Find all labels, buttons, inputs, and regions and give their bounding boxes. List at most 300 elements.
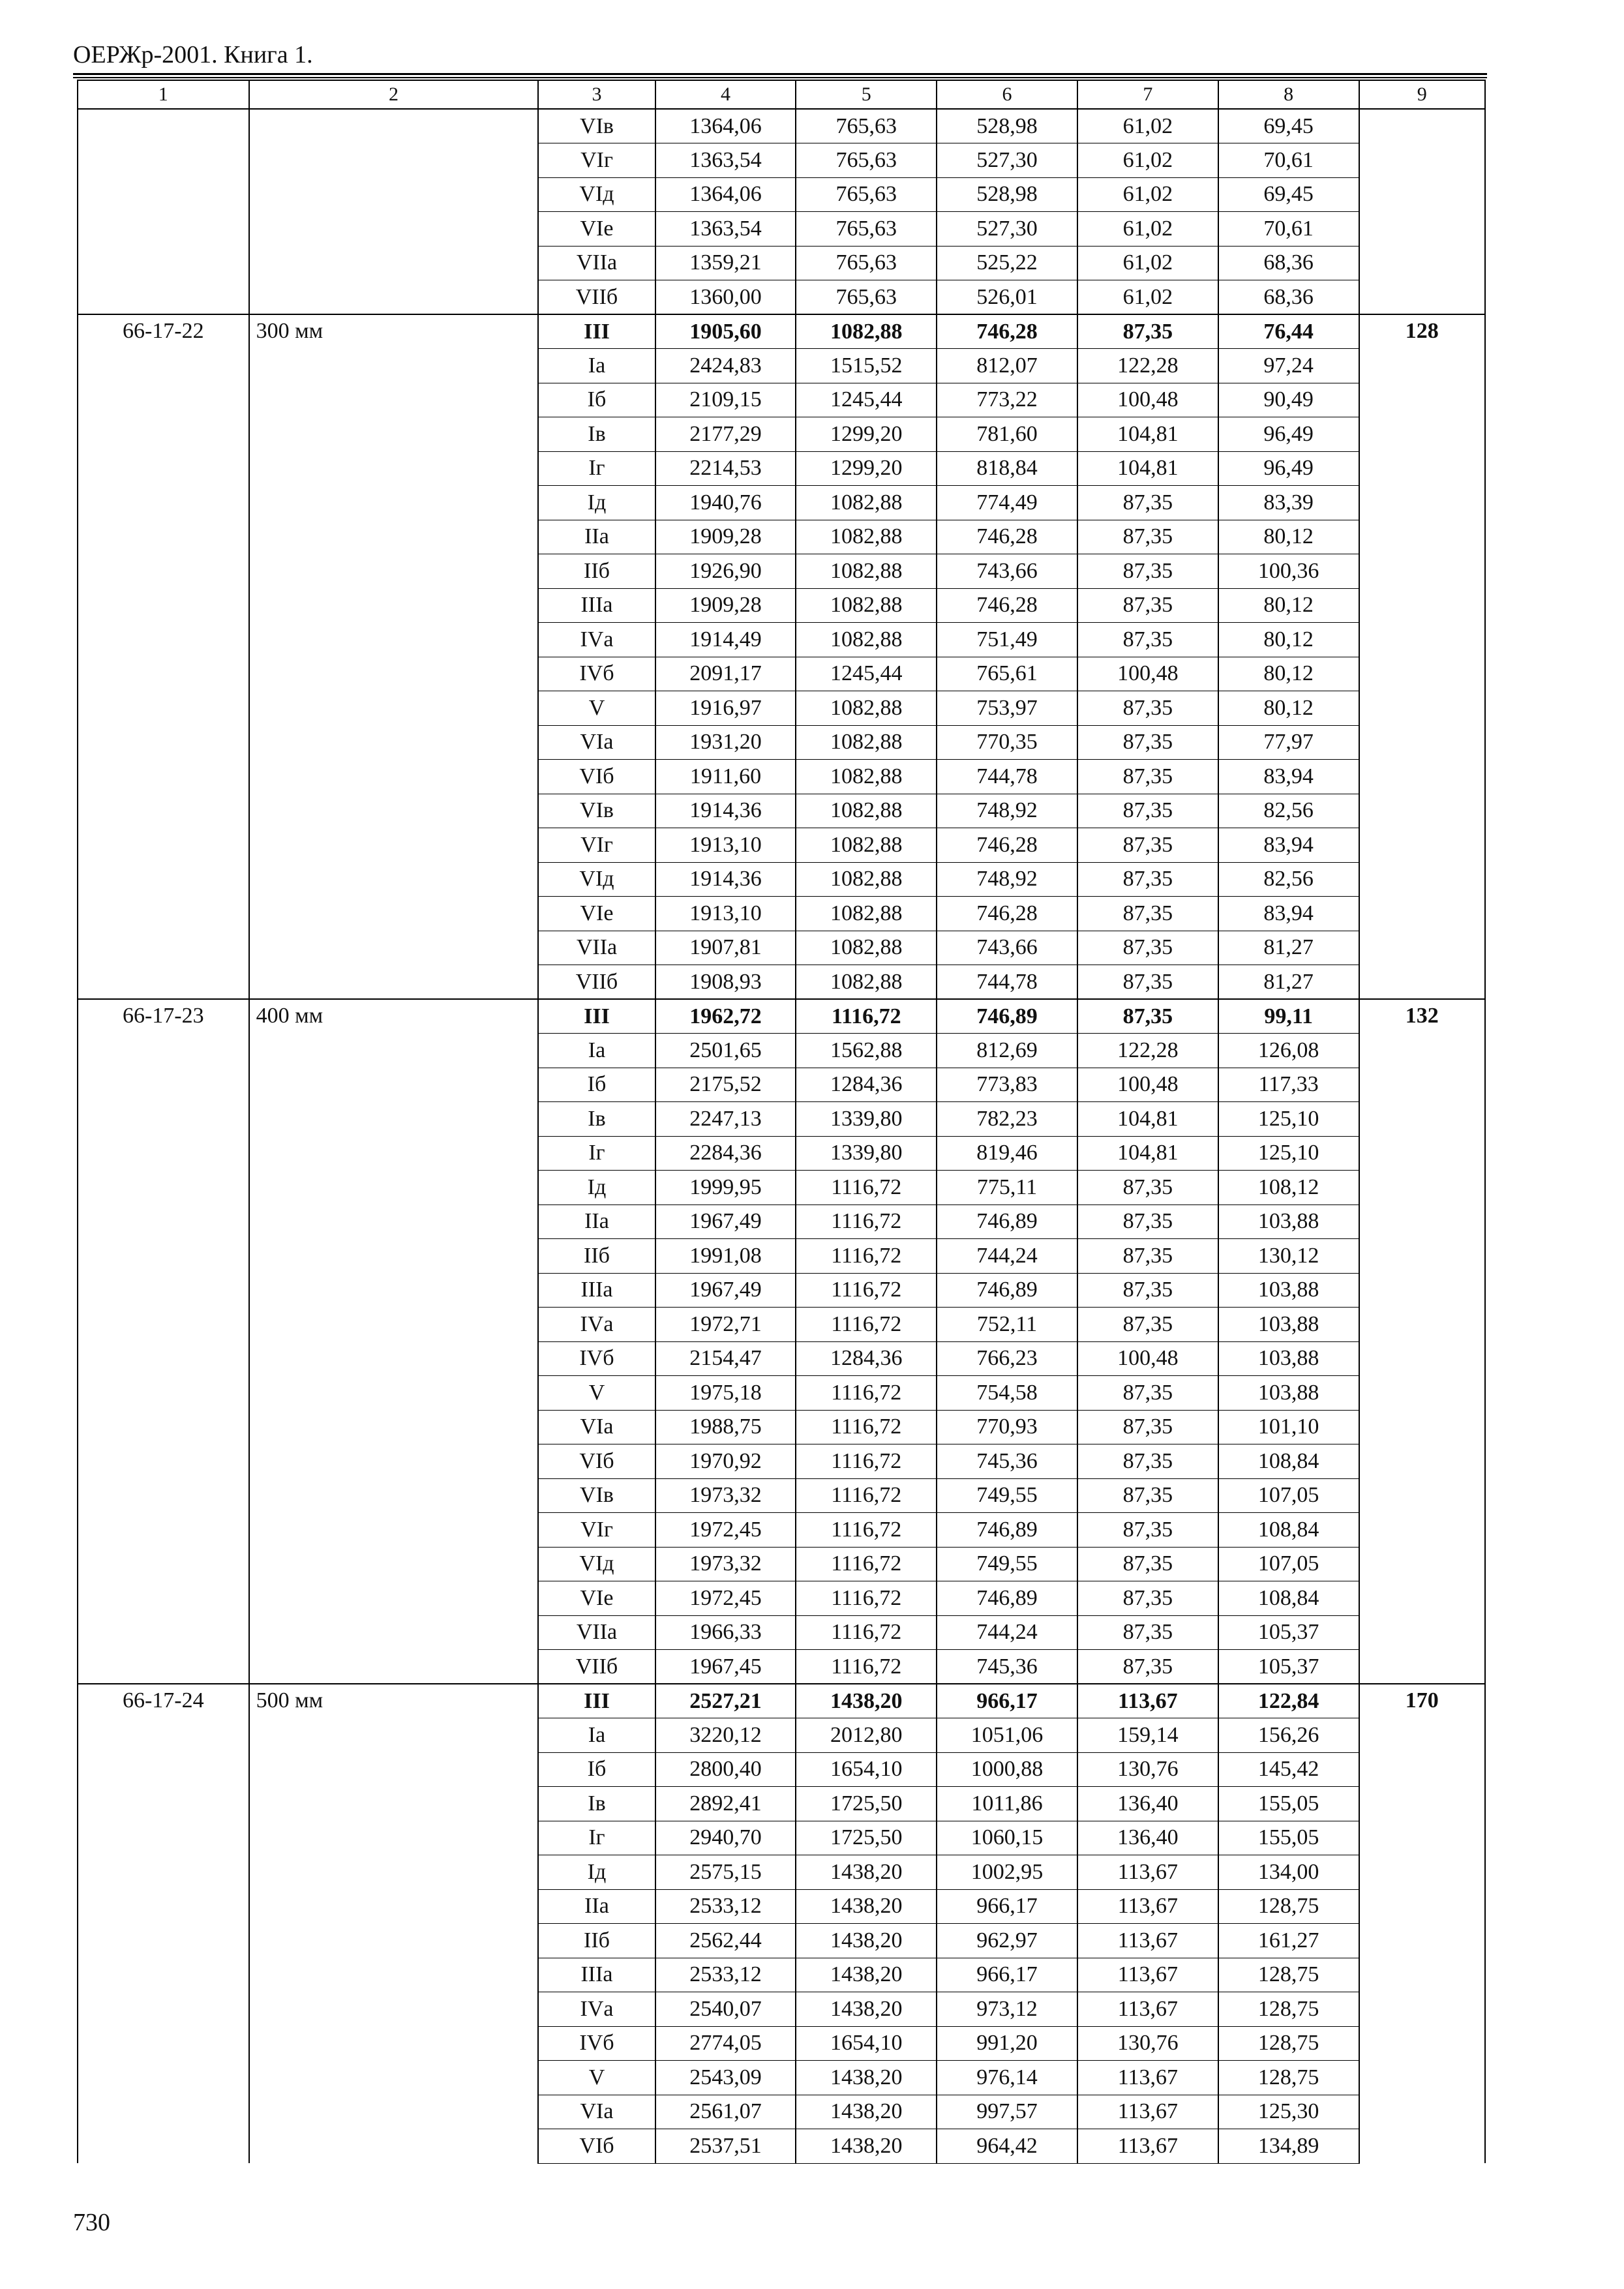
value-cell: 782,23 xyxy=(937,1102,1077,1137)
zone-cell: Iб xyxy=(538,383,655,417)
value-cell: 156,26 xyxy=(1218,1718,1359,1753)
value-cell: 130,76 xyxy=(1077,1752,1218,1787)
value-cell: 113,67 xyxy=(1077,2095,1218,2129)
zone-cell: Iа xyxy=(538,349,655,383)
rate-code xyxy=(78,109,249,314)
value-cell: 1926,90 xyxy=(655,554,796,589)
value-cell: 1284,36 xyxy=(796,1341,937,1376)
value-cell: 108,84 xyxy=(1218,1444,1359,1479)
zone-cell: IVа xyxy=(538,623,655,657)
rate-code: 66-17-22 xyxy=(78,314,249,999)
zone-cell: III xyxy=(538,999,655,1034)
value-cell: 765,63 xyxy=(796,246,937,280)
value-cell: 528,98 xyxy=(937,177,1077,212)
value-cell: 108,84 xyxy=(1218,1513,1359,1548)
value-cell: 87,35 xyxy=(1077,1171,1218,1205)
value-cell: 87,35 xyxy=(1077,1444,1218,1479)
value-cell: 743,66 xyxy=(937,931,1077,965)
value-cell: 1438,20 xyxy=(796,1924,937,1958)
zone-cell: Iг xyxy=(538,451,655,486)
value-cell: 113,67 xyxy=(1077,2129,1218,2164)
zone-cell: IIб xyxy=(538,1239,655,1274)
value-cell: 1654,10 xyxy=(796,2026,937,2061)
header-rule xyxy=(73,77,1487,78)
value-cell: 1914,36 xyxy=(655,862,796,897)
rate-code: 66-17-24 xyxy=(78,1684,249,2163)
value-cell: 966,17 xyxy=(937,1889,1077,1924)
table-row xyxy=(78,999,1485,1034)
value-cell: 68,36 xyxy=(1218,246,1359,280)
value-cell: 1082,88 xyxy=(796,862,937,897)
zone-cell: Iа xyxy=(538,1034,655,1068)
value-cell: 1999,95 xyxy=(655,1171,796,1205)
value-cell: 80,12 xyxy=(1218,588,1359,623)
value-cell: 87,35 xyxy=(1077,1273,1218,1308)
value-cell: 1975,18 xyxy=(655,1376,796,1411)
value-cell: 1082,88 xyxy=(796,588,937,623)
header-rule xyxy=(73,73,1487,75)
value-cell: 161,27 xyxy=(1218,1924,1359,1958)
value-cell: 2540,07 xyxy=(655,1992,796,2027)
column-number: 9 xyxy=(1359,80,1485,109)
value-cell: 1988,75 xyxy=(655,1410,796,1444)
value-cell: 2091,17 xyxy=(655,657,796,691)
value-cell: 2012,80 xyxy=(796,1718,937,1753)
value-cell: 87,35 xyxy=(1077,897,1218,931)
value-cell: 744,24 xyxy=(937,1239,1077,1274)
column-number: 2 xyxy=(249,80,539,109)
zone-cell: Iа xyxy=(538,1718,655,1753)
value-cell: 61,02 xyxy=(1077,143,1218,178)
value-cell: 1011,86 xyxy=(937,1787,1077,1821)
value-cell: 527,30 xyxy=(937,143,1077,178)
value-cell: 765,63 xyxy=(796,177,937,212)
value-cell: 117,33 xyxy=(1218,1068,1359,1102)
value-cell: 113,67 xyxy=(1077,2061,1218,2095)
value-cell: 70,61 xyxy=(1218,212,1359,247)
value-cell: 1082,88 xyxy=(796,794,937,828)
value-cell: 745,36 xyxy=(937,1444,1077,1479)
value-cell: 113,67 xyxy=(1077,1924,1218,1958)
value-cell: 1654,10 xyxy=(796,1752,937,1787)
value-cell: 77,97 xyxy=(1218,725,1359,760)
value-cell: 966,17 xyxy=(937,1958,1077,1992)
value-cell: 87,35 xyxy=(1077,1308,1218,1342)
zone-cell: III xyxy=(538,314,655,349)
value-cell: 2175,52 xyxy=(655,1068,796,1102)
value-cell: 83,94 xyxy=(1218,760,1359,794)
value-cell: 1363,54 xyxy=(655,143,796,178)
value-cell: 746,28 xyxy=(937,520,1077,554)
value-cell: 69,45 xyxy=(1218,109,1359,143)
zone-cell: VIб xyxy=(538,760,655,794)
zone-cell: VIг xyxy=(538,828,655,863)
value-cell: 87,35 xyxy=(1077,1410,1218,1444)
value-cell: 128,75 xyxy=(1218,2026,1359,2061)
zone-cell: Iб xyxy=(538,1752,655,1787)
value-cell: 525,22 xyxy=(937,246,1077,280)
value-cell: 774,49 xyxy=(937,486,1077,520)
value-cell: 87,35 xyxy=(1077,965,1218,1000)
zone-cell: VIд xyxy=(538,1547,655,1581)
value-cell: 61,02 xyxy=(1077,280,1218,315)
value-cell: 2561,07 xyxy=(655,2095,796,2129)
value-cell: 1116,72 xyxy=(796,1410,937,1444)
value-cell: 746,89 xyxy=(937,1273,1077,1308)
value-cell: 754,58 xyxy=(937,1376,1077,1411)
value-cell: 1116,72 xyxy=(796,1581,937,1616)
value-cell: 83,39 xyxy=(1218,486,1359,520)
value-cell: 100,36 xyxy=(1218,554,1359,589)
value-cell: 1364,06 xyxy=(655,177,796,212)
column-number: 8 xyxy=(1218,80,1359,109)
value-cell: 976,14 xyxy=(937,2061,1077,2095)
value-cell: 2575,15 xyxy=(655,1855,796,1890)
value-cell: 61,02 xyxy=(1077,109,1218,143)
value-cell: 80,12 xyxy=(1218,623,1359,657)
value-cell: 751,49 xyxy=(937,623,1077,657)
value-cell: 1972,45 xyxy=(655,1513,796,1548)
zone-cell: VIг xyxy=(538,1513,655,1548)
value-cell: 1562,88 xyxy=(796,1034,937,1068)
zone-cell: VIб xyxy=(538,2129,655,2164)
value-cell: 103,88 xyxy=(1218,1341,1359,1376)
value-cell: 2537,51 xyxy=(655,2129,796,2164)
value-cell: 134,89 xyxy=(1218,2129,1359,2164)
value-cell: 76,44 xyxy=(1218,314,1359,349)
value-cell: 746,28 xyxy=(937,897,1077,931)
value-cell: 68,36 xyxy=(1218,280,1359,315)
value-cell: 101,10 xyxy=(1218,1410,1359,1444)
zone-cell: IIа xyxy=(538,1204,655,1239)
value-cell: 753,97 xyxy=(937,691,1077,726)
zone-cell: Iг xyxy=(538,1136,655,1171)
zone-cell: VIб xyxy=(538,1444,655,1479)
value-cell: 87,35 xyxy=(1077,314,1218,349)
value-cell: 1907,81 xyxy=(655,931,796,965)
value-cell: 770,35 xyxy=(937,725,1077,760)
value-cell: 2154,47 xyxy=(655,1341,796,1376)
value-cell: 2562,44 xyxy=(655,1924,796,1958)
value-cell: 104,81 xyxy=(1077,1102,1218,1137)
value-cell: 87,35 xyxy=(1077,1547,1218,1581)
value-cell: 125,10 xyxy=(1218,1136,1359,1171)
value-cell: 1973,32 xyxy=(655,1547,796,1581)
value-cell: 1082,88 xyxy=(796,520,937,554)
value-cell: 87,35 xyxy=(1077,1581,1218,1616)
value-cell: 744,78 xyxy=(937,965,1077,1000)
col9-value: 128 xyxy=(1359,314,1485,999)
value-cell: 746,28 xyxy=(937,588,1077,623)
zone-cell: VIа xyxy=(538,725,655,760)
zone-cell: VIIа xyxy=(538,1615,655,1650)
value-cell: 1299,20 xyxy=(796,417,937,452)
page-header-title: ОЕРЖр-2001. Книга 1. xyxy=(73,41,313,68)
rates-table xyxy=(77,80,1486,2164)
value-cell: 997,57 xyxy=(937,2095,1077,2129)
value-cell: 122,84 xyxy=(1218,1684,1359,1718)
value-cell: 1973,32 xyxy=(655,1478,796,1513)
value-cell: 743,66 xyxy=(937,554,1077,589)
zone-cell: VIе xyxy=(538,212,655,247)
value-cell: 746,28 xyxy=(937,828,1077,863)
value-cell: 1116,72 xyxy=(796,1478,937,1513)
zone-cell: V xyxy=(538,2061,655,2095)
value-cell: 108,12 xyxy=(1218,1171,1359,1205)
value-cell: 1363,54 xyxy=(655,212,796,247)
column-number: 7 xyxy=(1077,80,1218,109)
value-cell: 1905,60 xyxy=(655,314,796,349)
value-cell: 107,05 xyxy=(1218,1547,1359,1581)
value-cell: 90,49 xyxy=(1218,383,1359,417)
value-cell: 1116,72 xyxy=(796,1615,937,1650)
zone-cell: IIIа xyxy=(538,1273,655,1308)
zone-cell: Iв xyxy=(538,1102,655,1137)
value-cell: 100,48 xyxy=(1077,383,1218,417)
value-cell: 1245,44 xyxy=(796,657,937,691)
value-cell: 87,35 xyxy=(1077,999,1218,1034)
value-cell: 1116,72 xyxy=(796,1171,937,1205)
value-cell: 528,98 xyxy=(937,109,1077,143)
value-cell: 87,35 xyxy=(1077,1204,1218,1239)
value-cell: 145,42 xyxy=(1218,1752,1359,1787)
value-cell: 1931,20 xyxy=(655,725,796,760)
value-cell: 1082,88 xyxy=(796,554,937,589)
value-cell: 1972,71 xyxy=(655,1308,796,1342)
value-cell: 745,36 xyxy=(937,1650,1077,1684)
value-cell: 103,88 xyxy=(1218,1376,1359,1411)
value-cell: 87,35 xyxy=(1077,828,1218,863)
value-cell: 155,05 xyxy=(1218,1787,1359,1821)
value-cell: 87,35 xyxy=(1077,794,1218,828)
value-cell: 1339,80 xyxy=(796,1102,937,1137)
value-cell: 744,78 xyxy=(937,760,1077,794)
value-cell: 155,05 xyxy=(1218,1821,1359,1855)
value-cell: 82,56 xyxy=(1218,794,1359,828)
value-cell: 113,67 xyxy=(1077,1684,1218,1718)
value-cell: 1082,88 xyxy=(796,486,937,520)
zone-cell: VIв xyxy=(538,1478,655,1513)
table-row xyxy=(78,1684,1485,1718)
value-cell: 2533,12 xyxy=(655,1958,796,1992)
rate-name xyxy=(249,109,539,314)
value-cell: 87,35 xyxy=(1077,486,1218,520)
value-cell: 1438,20 xyxy=(796,1684,937,1718)
value-cell: 1438,20 xyxy=(796,2061,937,2095)
value-cell: 82,56 xyxy=(1218,862,1359,897)
value-cell: 746,89 xyxy=(937,999,1077,1034)
value-cell: 1913,10 xyxy=(655,828,796,863)
value-cell: 2177,29 xyxy=(655,417,796,452)
value-cell: 746,89 xyxy=(937,1204,1077,1239)
value-cell: 818,84 xyxy=(937,451,1077,486)
value-cell: 1082,88 xyxy=(796,897,937,931)
value-cell: 765,63 xyxy=(796,212,937,247)
value-cell: 1991,08 xyxy=(655,1239,796,1274)
value-cell: 527,30 xyxy=(937,212,1077,247)
zone-cell: IIб xyxy=(538,554,655,589)
value-cell: 87,35 xyxy=(1077,1239,1218,1274)
zone-cell: Iг xyxy=(538,1821,655,1855)
value-cell: 130,76 xyxy=(1077,2026,1218,2061)
value-cell: 2527,21 xyxy=(655,1684,796,1718)
value-cell: 1364,06 xyxy=(655,109,796,143)
value-cell: 87,35 xyxy=(1077,623,1218,657)
column-number: 4 xyxy=(655,80,796,109)
value-cell: 69,45 xyxy=(1218,177,1359,212)
zone-cell: VIIа xyxy=(538,246,655,280)
rate-code: 66-17-23 xyxy=(78,999,249,1684)
zone-cell: VIIа xyxy=(538,931,655,965)
zone-cell: Iд xyxy=(538,1855,655,1890)
value-cell: 2284,36 xyxy=(655,1136,796,1171)
col9-value: 170 xyxy=(1359,1684,1485,2163)
value-cell: 80,12 xyxy=(1218,520,1359,554)
value-cell: 1116,72 xyxy=(796,1376,937,1411)
zone-cell: IIа xyxy=(538,1889,655,1924)
value-cell: 61,02 xyxy=(1077,177,1218,212)
zone-cell: IIIа xyxy=(538,588,655,623)
value-cell: 3220,12 xyxy=(655,1718,796,1753)
value-cell: 1116,72 xyxy=(796,1273,937,1308)
value-cell: 1116,72 xyxy=(796,999,937,1034)
value-cell: 2424,83 xyxy=(655,349,796,383)
value-cell: 1116,72 xyxy=(796,1547,937,1581)
value-cell: 1082,88 xyxy=(796,623,937,657)
value-cell: 113,67 xyxy=(1077,1855,1218,1890)
value-cell: 104,81 xyxy=(1077,1136,1218,1171)
zone-cell: Iв xyxy=(538,417,655,452)
value-cell: 159,14 xyxy=(1077,1718,1218,1753)
value-cell: 87,35 xyxy=(1077,1478,1218,1513)
value-cell: 61,02 xyxy=(1077,212,1218,247)
zone-cell: VIв xyxy=(538,109,655,143)
zone-cell: Iб xyxy=(538,1068,655,1102)
value-cell: 752,11 xyxy=(937,1308,1077,1342)
zone-cell: VIв xyxy=(538,794,655,828)
value-cell: 87,35 xyxy=(1077,1513,1218,1548)
zone-cell: Iв xyxy=(538,1787,655,1821)
value-cell: 1909,28 xyxy=(655,588,796,623)
value-cell: 765,63 xyxy=(796,109,937,143)
value-cell: 1116,72 xyxy=(796,1513,937,1548)
value-cell: 1060,15 xyxy=(937,1821,1077,1855)
value-cell: 744,24 xyxy=(937,1615,1077,1650)
value-cell: 1245,44 xyxy=(796,383,937,417)
zone-cell: IVа xyxy=(538,1992,655,2027)
value-cell: 1914,49 xyxy=(655,623,796,657)
value-cell: 1967,45 xyxy=(655,1650,796,1684)
value-cell: 136,40 xyxy=(1077,1787,1218,1821)
value-cell: 1438,20 xyxy=(796,1958,937,1992)
value-cell: 1000,88 xyxy=(937,1752,1077,1787)
zone-cell: VIг xyxy=(538,143,655,178)
zone-cell: VIIб xyxy=(538,1650,655,1684)
zone-cell: V xyxy=(538,691,655,726)
value-cell: 1966,33 xyxy=(655,1615,796,1650)
column-number: 1 xyxy=(78,80,249,109)
value-cell: 966,17 xyxy=(937,1684,1077,1718)
value-cell: 746,89 xyxy=(937,1581,1077,1616)
value-cell: 2214,53 xyxy=(655,451,796,486)
value-cell: 1082,88 xyxy=(796,965,937,1000)
value-cell: 1284,36 xyxy=(796,1068,937,1102)
value-cell: 113,67 xyxy=(1077,1958,1218,1992)
value-cell: 136,40 xyxy=(1077,1821,1218,1855)
value-cell: 765,63 xyxy=(796,280,937,315)
value-cell: 1082,88 xyxy=(796,314,937,349)
value-cell: 105,37 xyxy=(1218,1650,1359,1684)
value-cell: 103,88 xyxy=(1218,1308,1359,1342)
value-cell: 87,35 xyxy=(1077,1615,1218,1650)
value-cell: 125,30 xyxy=(1218,2095,1359,2129)
column-number: 6 xyxy=(937,80,1077,109)
value-cell: 1339,80 xyxy=(796,1136,937,1171)
value-cell: 2892,41 xyxy=(655,1787,796,1821)
zone-cell: VIа xyxy=(538,1410,655,1444)
value-cell: 1438,20 xyxy=(796,2129,937,2164)
zone-cell: VIа xyxy=(538,2095,655,2129)
value-cell: 70,61 xyxy=(1218,143,1359,178)
value-cell: 80,12 xyxy=(1218,691,1359,726)
value-cell: 113,67 xyxy=(1077,1992,1218,2027)
value-cell: 125,10 xyxy=(1218,1102,1359,1137)
value-cell: 87,35 xyxy=(1077,691,1218,726)
zone-cell: IIа xyxy=(538,520,655,554)
value-cell: 81,27 xyxy=(1218,965,1359,1000)
value-cell: 1967,49 xyxy=(655,1204,796,1239)
zone-cell: VIIб xyxy=(538,965,655,1000)
value-cell: 2800,40 xyxy=(655,1752,796,1787)
value-cell: 87,35 xyxy=(1077,862,1218,897)
value-cell: 1438,20 xyxy=(796,1889,937,1924)
value-cell: 1051,06 xyxy=(937,1718,1077,1753)
value-cell: 2533,12 xyxy=(655,1889,796,1924)
value-cell: 87,35 xyxy=(1077,554,1218,589)
value-cell: 87,35 xyxy=(1077,725,1218,760)
value-cell: 1970,92 xyxy=(655,1444,796,1479)
zone-cell: VIе xyxy=(538,897,655,931)
value-cell: 1913,10 xyxy=(655,897,796,931)
value-cell: 748,92 xyxy=(937,862,1077,897)
value-cell: 1725,50 xyxy=(796,1787,937,1821)
value-cell: 1359,21 xyxy=(655,246,796,280)
value-cell: 83,94 xyxy=(1218,897,1359,931)
zone-cell: IIб xyxy=(538,1924,655,1958)
column-number-row xyxy=(78,80,1485,109)
value-cell: 1438,20 xyxy=(796,1855,937,1890)
value-cell: 83,94 xyxy=(1218,828,1359,863)
value-cell: 746,28 xyxy=(937,314,1077,349)
value-cell: 87,35 xyxy=(1077,1650,1218,1684)
value-cell: 1916,97 xyxy=(655,691,796,726)
value-cell: 746,89 xyxy=(937,1513,1077,1548)
value-cell: 1725,50 xyxy=(796,1821,937,1855)
value-cell: 122,28 xyxy=(1077,1034,1218,1068)
value-cell: 108,84 xyxy=(1218,1581,1359,1616)
value-cell: 1438,20 xyxy=(796,1992,937,2027)
zone-cell: VIд xyxy=(538,177,655,212)
value-cell: 1116,72 xyxy=(796,1308,937,1342)
value-cell: 104,81 xyxy=(1077,451,1218,486)
value-cell: 1116,72 xyxy=(796,1444,937,1479)
value-cell: 99,11 xyxy=(1218,999,1359,1034)
value-cell: 128,75 xyxy=(1218,2061,1359,2095)
value-cell: 87,35 xyxy=(1077,588,1218,623)
value-cell: 128,75 xyxy=(1218,1958,1359,1992)
value-cell: 100,48 xyxy=(1077,657,1218,691)
value-cell: 964,42 xyxy=(937,2129,1077,2164)
